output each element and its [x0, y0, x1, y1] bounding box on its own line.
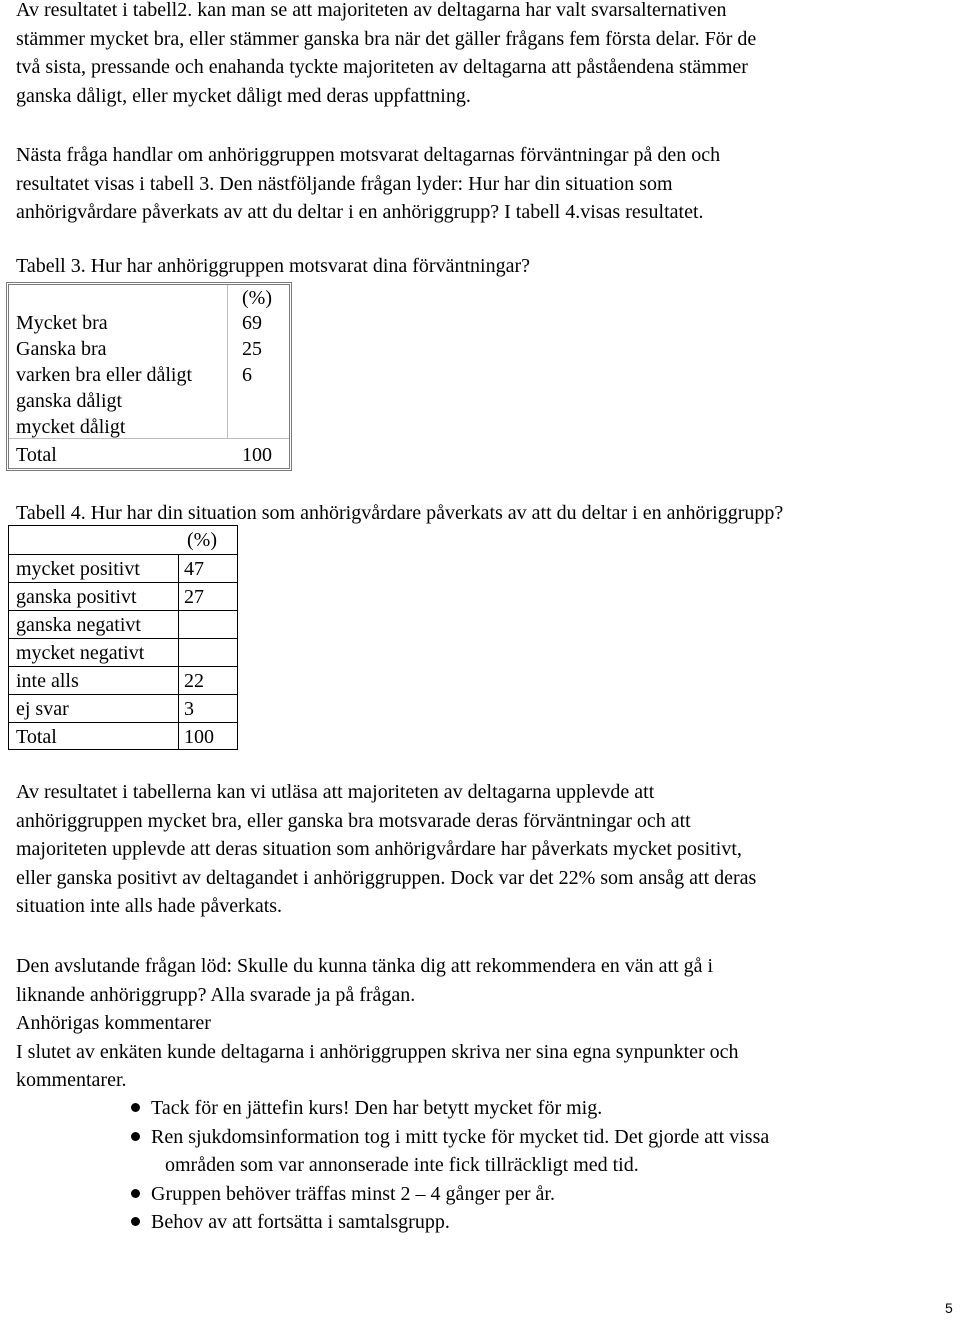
bullet-icon [131, 1217, 140, 1226]
table3-row-value: 69 [242, 312, 262, 334]
comment-text: Tack för en jättefin kurs! Den har betytt mycket för mig. [151, 1097, 603, 1119]
table4-row-label: mycket negativt [16, 642, 145, 664]
table-row [9, 554, 237, 582]
table4-row-label: inte alls [16, 670, 79, 692]
paragraph-next-question [16, 141, 720, 227]
table4-row-label: ej svar [16, 698, 69, 720]
text-line: majoriteten upplevde att deras situation som anhörigvårdare har påverkats mycket positivt, [16, 838, 742, 860]
table4-row-label: ganska positivt [16, 586, 137, 608]
text-line: Nästa fråga handlar om anhöriggruppen motsvarat deltagarnas förväntningar på den och [16, 144, 721, 166]
table-row [16, 414, 286, 440]
comments-list [16, 1094, 946, 1237]
text-line: liknande anhöriggrupp? Alla svarade ja på frågan. [16, 983, 416, 1006]
table-row [9, 638, 237, 666]
comment-text: Behov av att fortsätta i samtalsgrupp. [151, 1211, 450, 1233]
text-line: Av resultatet i tabell2. kan man se att majoriteten av deltagarna har valt svarsalternativen [16, 0, 727, 21]
table4-caption: Tabell 4. Hur har din situation som anhörigvårdare påverkats av att du deltar i en anhöriggrupp? [16, 502, 784, 524]
table3-total-row [16, 442, 286, 468]
table4-row-label: mycket positivt [16, 558, 140, 580]
table-row [9, 666, 237, 694]
list-item [16, 1180, 946, 1209]
list-item [16, 1123, 946, 1180]
text-line: eller ganska positivt av deltagandet i anhöriggruppen. Dock var det 22% som ansåg att deras [16, 866, 757, 889]
table3-row-label: varken bra eller dåligt [16, 364, 193, 386]
text-line: resultatet visas i tabell 3. Den nästföljande frågan lyder: Hur har din situation som [16, 172, 673, 195]
bullet-icon [131, 1189, 140, 1198]
table3-row-label: Ganska bra [16, 338, 107, 360]
table4-row-value: 3 [184, 698, 194, 720]
text-line: I slutet av enkäten kunde deltagarna i anhöriggruppen skriva ner sina egna synpunkter och [16, 1040, 739, 1063]
text-line: kommentarer. [16, 1069, 127, 1091]
table4-header-percent: (%) [187, 529, 217, 551]
text-line: situation inte alls hade påverkats. [16, 895, 283, 917]
table4-row-value: 27 [184, 586, 204, 608]
section-heading-comments: Anhörigas kommentarer [16, 1012, 211, 1034]
table3-row-value: 6 [242, 364, 252, 386]
comment-text: Ren sjukdomsinformation tog i mitt tycke för mycket tid. Det gjorde att vissa [151, 1125, 770, 1148]
table-row [16, 388, 286, 414]
table3-total-value: 100 [242, 444, 272, 466]
table3-caption: Tabell 3. Hur har anhöriggruppen motsvarat dina förväntningar? [16, 255, 530, 277]
table3 [6, 282, 292, 471]
text-line: anhörigvårdare påverkats av att du deltar i en anhöriggrupp? I tabell 4.visas resultatet. [16, 201, 704, 223]
text-line: två sista, pressande och enahanda tyckte majoriteten av deltagarna att påståendena stämmer [16, 56, 748, 78]
table4-row-value: 100 [184, 726, 214, 748]
table4-header-row [9, 526, 237, 554]
table-row [9, 694, 237, 722]
table-row [16, 362, 286, 388]
list-item [16, 1094, 946, 1123]
table4-row-label: Total [16, 726, 57, 748]
text-line: anhöriggruppen mycket bra, eller ganska bra motsvarade deras förväntningar och att [16, 809, 691, 832]
table4-row-value: 47 [184, 558, 204, 580]
bullet-icon [131, 1103, 140, 1112]
table-row [9, 582, 237, 610]
list-item [16, 1208, 946, 1237]
table3-header-percent: (%) [242, 287, 272, 309]
table3-row-label: ganska dåligt [16, 390, 123, 412]
table3-row-label: Mycket bra [16, 312, 108, 334]
table3-header-row [16, 285, 286, 311]
paragraph-results-table2 [16, 0, 756, 110]
table4-row-value: 22 [184, 670, 204, 692]
table3-row-value: 25 [242, 338, 262, 360]
table-row [9, 610, 237, 638]
table-row [16, 336, 286, 362]
text-line: Av resultatet i tabellerna kan vi utläsa att majoriteten av deltagarna upplevde att [16, 781, 655, 803]
table-row [9, 722, 237, 750]
table4 [8, 525, 238, 750]
bullet-icon [131, 1132, 140, 1141]
table3-row-label: mycket dåligt [16, 416, 126, 438]
page-number: 5 [945, 1300, 953, 1316]
paragraph-final-question [16, 952, 739, 1095]
table3-total-label: Total [16, 444, 57, 466]
table4-row-label: ganska negativt [16, 614, 141, 636]
text-line: ganska dåligt, eller mycket dåligt med deras uppfattning. [16, 84, 471, 107]
table-row [16, 310, 286, 336]
paragraph-conclusion [16, 778, 756, 921]
comment-text: Gruppen behöver träffas minst 2 – 4 gånger per år. [151, 1182, 555, 1205]
text-line: Den avslutande frågan löd: Skulle du kunna tänka dig att rekommendera en vän att gå i [16, 955, 714, 977]
comment-text-continued: områden som var annonserade inte fick tillräckligt med tid. [165, 1154, 639, 1176]
text-line: stämmer mycket bra, eller stämmer ganska bra när det gäller frågans fem första delar. För de [16, 27, 757, 50]
